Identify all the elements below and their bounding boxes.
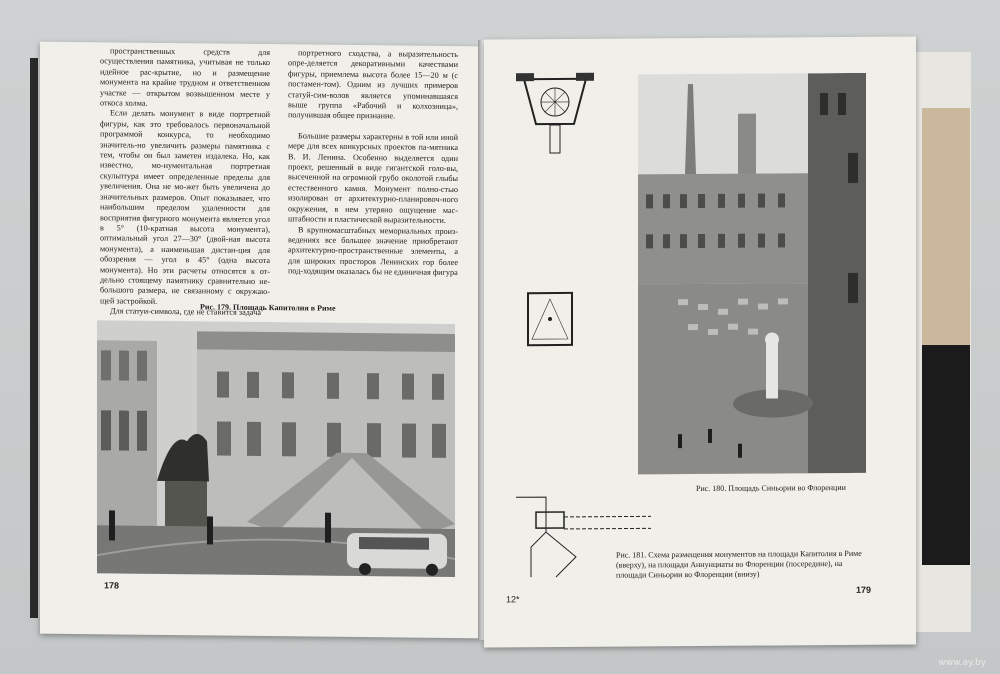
paragraph: В крупномасштабных мемориальных произ-ведениях все большее значение приобретают архитектурно-пространственные элементы, а для широких просторов Ленинских гор более под-ходящим оказалась бы не единичная фигура xyxy=(288,224,458,278)
campidoglio-illustration xyxy=(97,320,455,577)
page-number: 179 xyxy=(856,584,872,595)
signoria-photo xyxy=(638,73,866,475)
signoria-illustration xyxy=(638,73,866,475)
campidoglio-photo xyxy=(97,320,455,577)
figure-179-caption: Рис. 179. Площадь Капитолия в Риме xyxy=(200,302,336,313)
neighbor-book-spine xyxy=(30,58,38,618)
text-column-2 xyxy=(288,48,458,278)
cover-color-block xyxy=(922,108,970,348)
signature-mark: 12* xyxy=(506,594,520,605)
page-number: 178 xyxy=(104,580,120,591)
figure-180-caption: Рис. 180. Площадь Синьории во Флоренции xyxy=(696,482,846,494)
figure-181-caption: Рис. 181. Схема размещения монументов на площади Капитолия в Риме (вверху), на площади Аннунциаты во Флоренции (посередине), на площади Синьории во Флоренции (внизу) xyxy=(616,548,862,580)
text-column-1 xyxy=(100,46,270,318)
left-page xyxy=(40,42,482,639)
paragraph: Если делать монумент в виде портретной фигуры, как это требовалось первоначальной программой конкурса, то необходимо значитель-но увеличить размеры памятника с тем, чтобы он был заметен издалека. Но, как известно, мо-нументальная портретная скульптура имеет определенные пределы для увеличения. Она не мо-жет быть увеличена до значительных размеров. Опыт показывает, что наибольшим пределом удаленности для восприятия фигурного монумента является угол в 5° (10-кратная высота монумента), оптимальный угол 27—30° (двой-ная высота монумента), а наименьшая дистан-ция для обозрения — угол в 45° (одна высота монумента). Но эти расчеты относятся к от-дельно стоящему памятнику сравнительно не-большого размера, не связанному с окружаю-щей застройкой. xyxy=(100,108,270,306)
cover-dark-block xyxy=(922,345,970,565)
annunziata-plan-diagram xyxy=(522,289,578,349)
paragraph: портретного сходства, а выразительность опре-деляется декоративными качествами фигуры, приемлема высота более 15—20 м (с постамен-том). Одним из лучших примеров статуй-сим-волов является упоминавшаяся выше группа «Рабочий и колхозница», получившая общее признание. xyxy=(288,48,458,121)
watermark: www.ay.by xyxy=(938,658,986,668)
paragraph: пространственных средств для осуществления памятника, учитывая не только идейное рас-крытие, но и размещение монумента на крайне трудном и ответственном участке — открытом возвышенном месте у откоса холма. xyxy=(100,46,270,108)
right-page xyxy=(484,36,916,647)
campidoglio-plan-diagram xyxy=(514,69,596,160)
paragraph: Для статуи-символа, где не ставится задача xyxy=(110,306,261,318)
paragraph: Большие размеры характерны в той или иной мере для всех конкурсных проектов па-мятника В. И. Ленина. Особенно выделяется один проект, решенный в виде гигантской голо-вы, высеченной на огромной грубо околотой глыбы естественного камня. Монумент полно-стью изолирован от архитектурно-планировоч-ного окружения, в нем утеряно ощущение мас-штабности и пластической выразительности. xyxy=(288,131,458,226)
